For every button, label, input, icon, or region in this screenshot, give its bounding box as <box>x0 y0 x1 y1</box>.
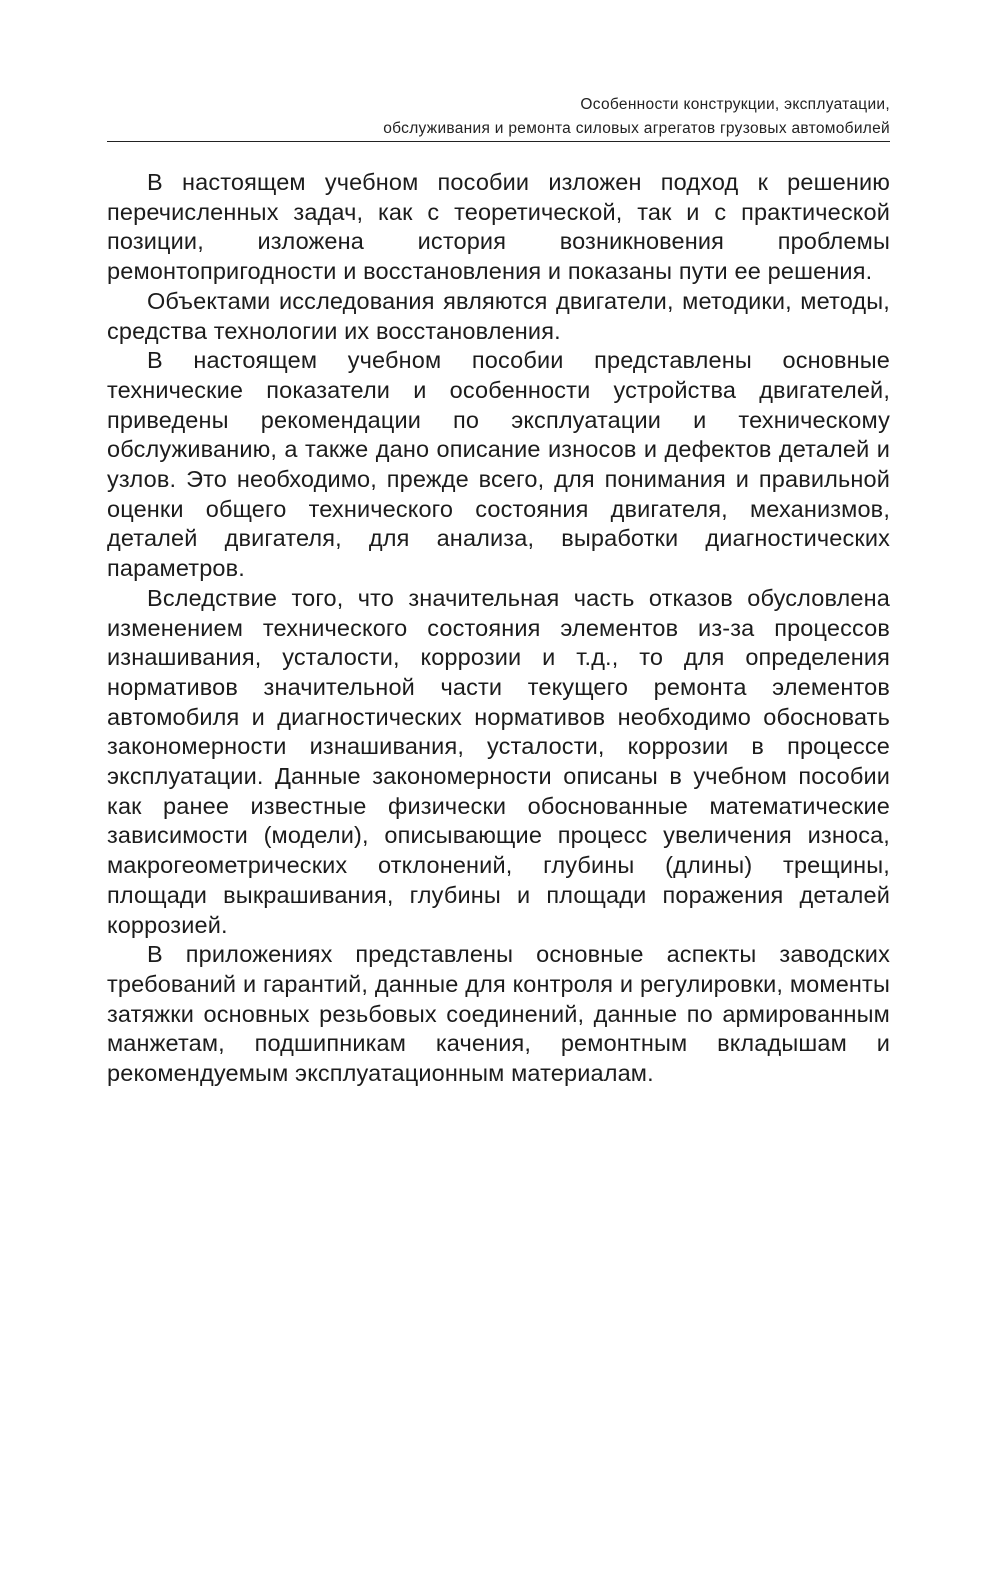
running-header-line-2: обслуживания и ремонта силовых агрегатов грузовых автомобилей <box>383 120 890 137</box>
running-header-line-1: Особенности конструкции, эксплуатации, <box>580 96 890 113</box>
paragraph-3: В настоящем учебном пособии представлены основные технические показатели и особенности устройства двигателей, приведены рекомендации по эксплуатации и техническому обслуживанию, а также дано описание износов и дефектов деталей и узлов. Это необходимо, прежде всего, для понимания и правильной оценки общего технического состояния двигателя, механизмов, деталей двигателя, для анализа, выработки диагностических параметров. <box>107 347 890 582</box>
paragraph-2: Объектами исследования являются двигатели, методики, методы, средства технологии их восстановления. <box>107 287 890 344</box>
paragraph-1: В настоящем учебном пособии изложен подход к решению перечисленных задач, как с теоретической, так и с практической позиции, изложена история возникновения проблемы ремонтопригодности и восстановления и показаны пути ее решения. <box>107 169 890 285</box>
paragraph-5: В приложениях представлены основные аспекты заводских требований и гарантий, данные для контроля и регулировки, моменты затяжки основных резьбовых соединений, данные по армированным манжетам, подшипникам качения, ремонтным вкладышам и рекомендуемым эксплуатационным материалам. <box>107 941 890 1087</box>
paragraph-4: Вследствие того, что значительная часть отказов обусловлена изменением технического состояния элементов из-за процессов изнашивания, усталости, коррозии и т.д., то для определения нормативов значительной части текущего ремонта элементов автомобиля и диагностических нормативов необходимо обосновать закономерности изнашивания, усталости, коррозии в процессе эксплуатации. Данные закономерности описаны в учебном пособии как ранее известные физически обоснованные математические зависимости (модели), описывающие процесс увеличения износа, макрогеометрических отклонений, глубины (длины) трещины, площади выкрашивания, глубины и площади поражения деталей коррозией. <box>107 584 890 938</box>
header-rule <box>107 141 890 142</box>
body-text <box>107 168 890 1089</box>
running-header <box>107 93 890 141</box>
